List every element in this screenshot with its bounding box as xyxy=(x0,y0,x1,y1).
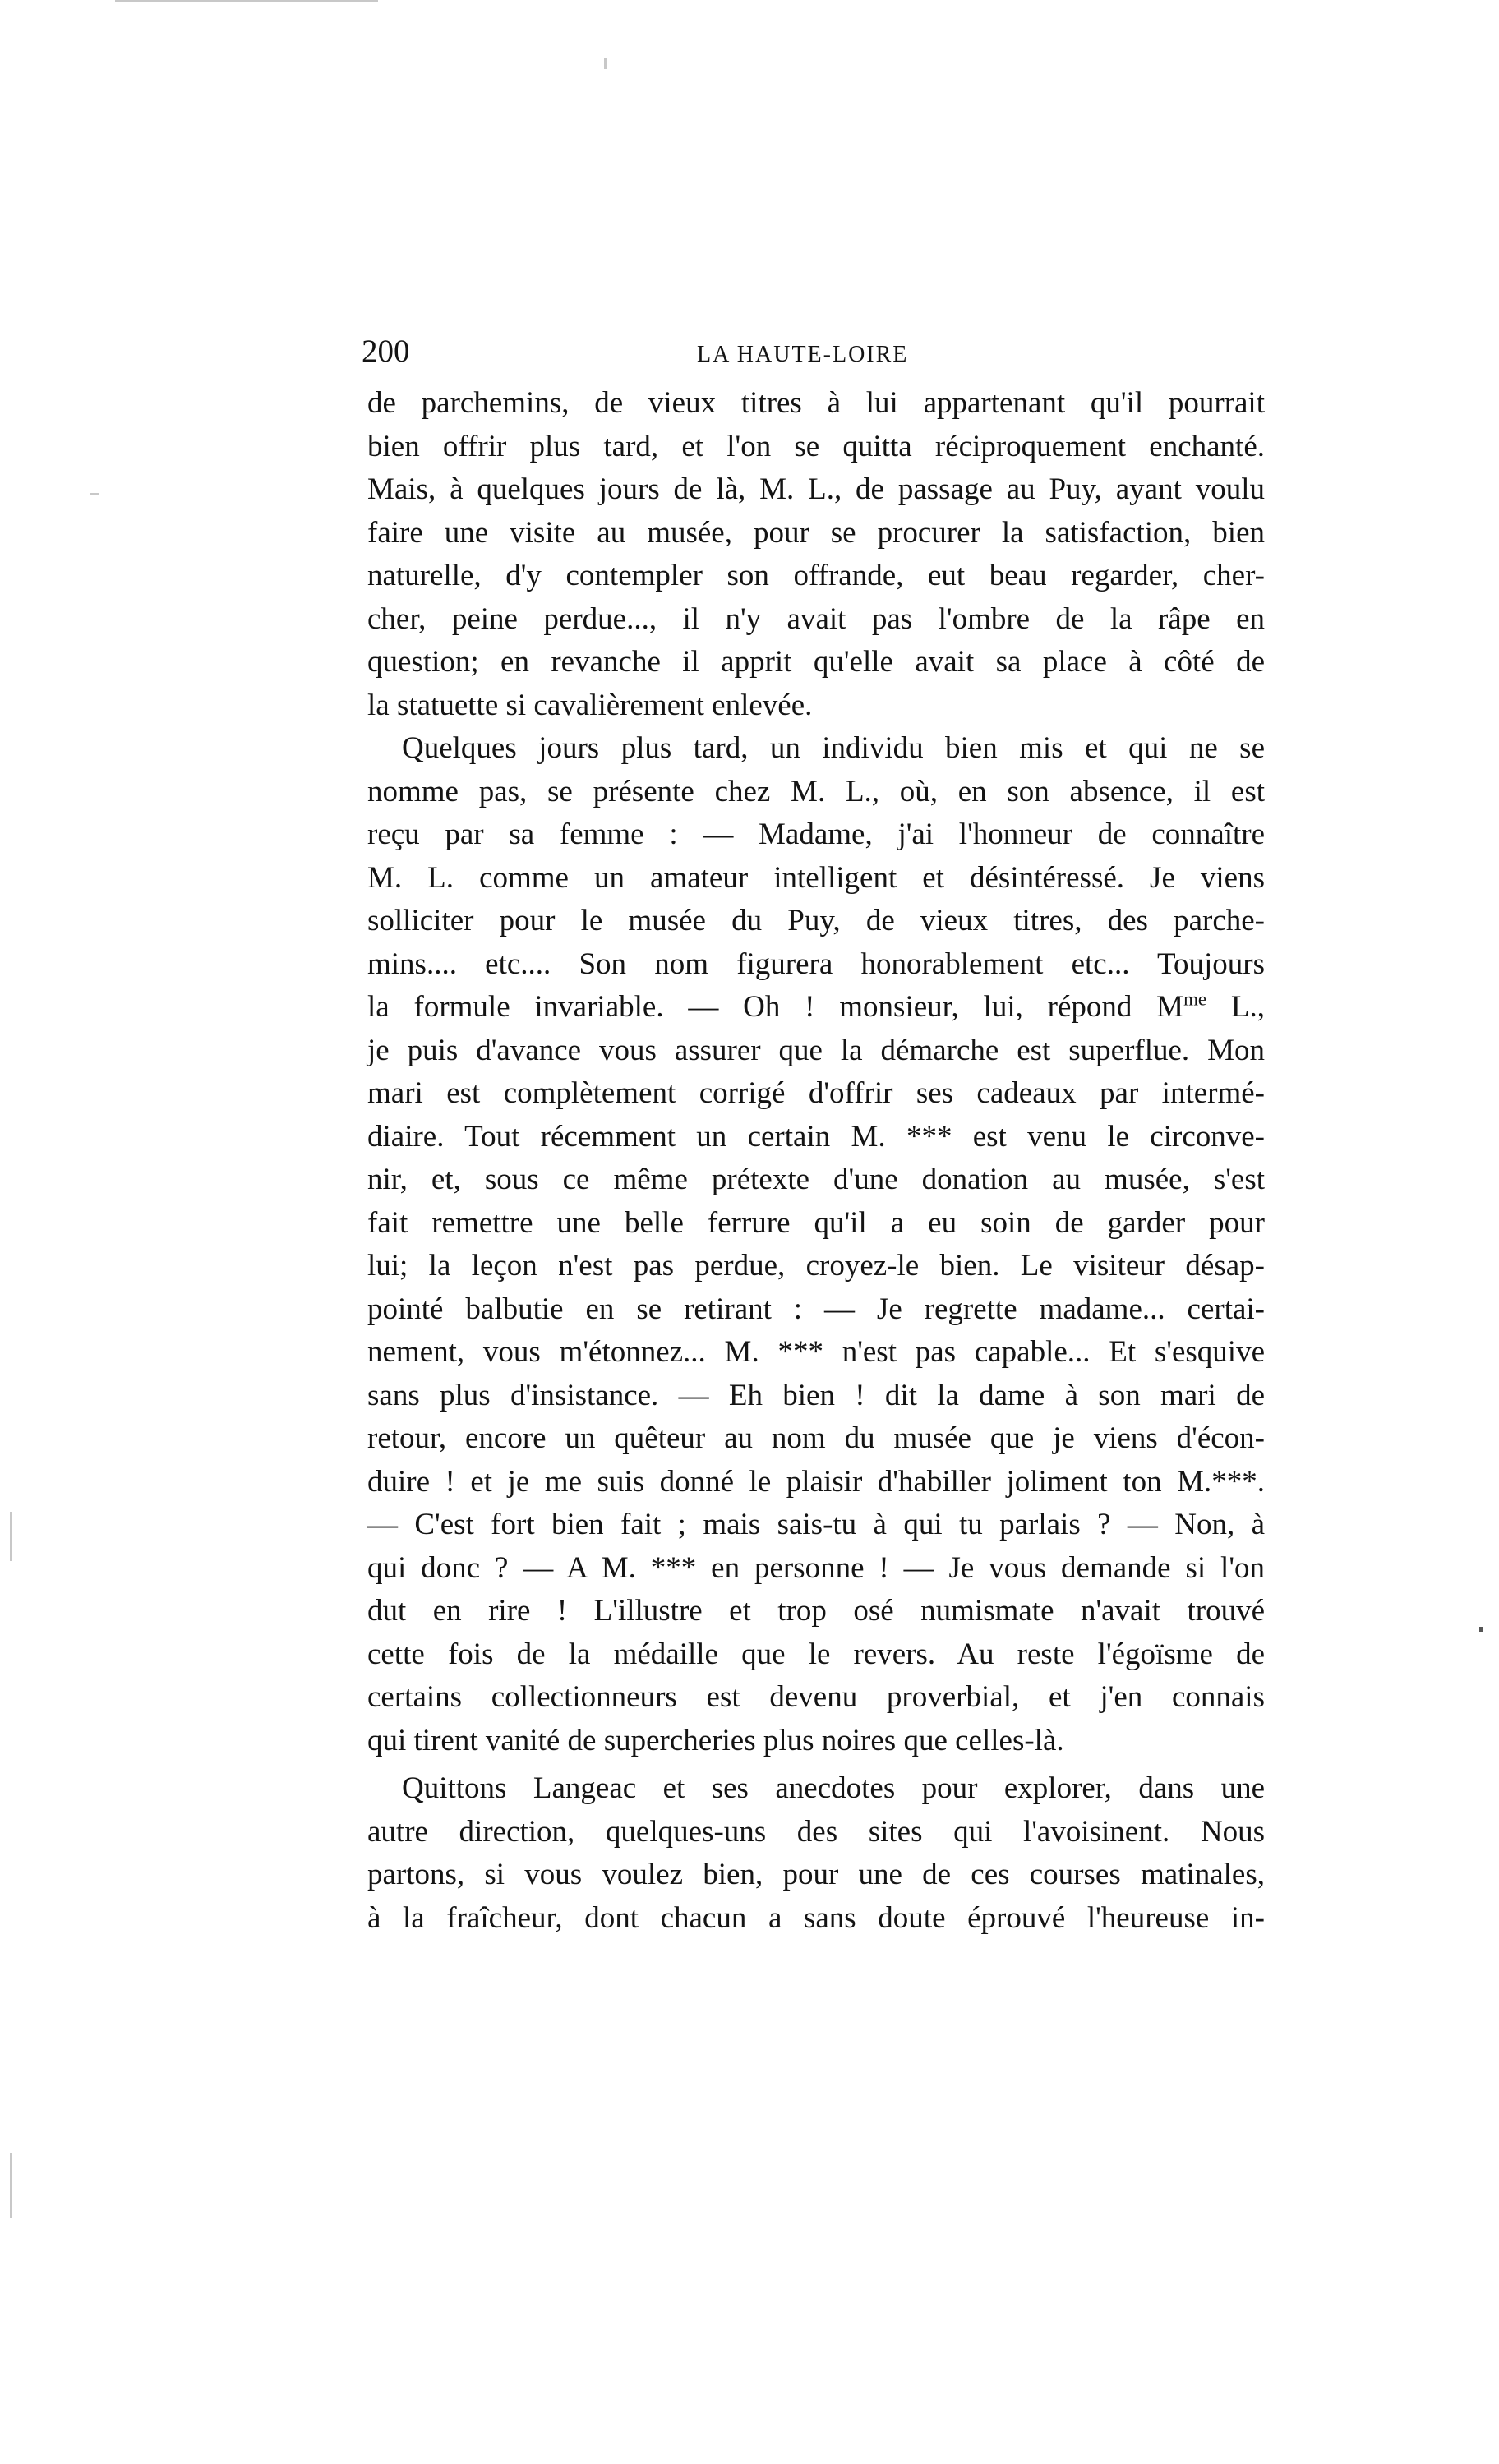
running-title: LA HAUTE-LOIRE xyxy=(697,342,909,367)
text-line: question; en revanche il apprit qu'elle avait sa place à côté de xyxy=(367,645,1265,679)
scan-mark xyxy=(604,58,607,69)
text-line: diaire. Tout récemment un certain M. *** est venu le circonve- xyxy=(367,1119,1265,1154)
scan-mark xyxy=(115,0,378,2)
text-line: dut en rire ! L'illustre et trop osé numismate n'avait trouvé xyxy=(367,1594,1265,1628)
text-line: cette fois de la médaille que le revers. Au reste l'égoïsme de xyxy=(367,1637,1265,1671)
text-line: je puis d'avance vous assurer que la démarche est superflue. Mon xyxy=(367,1033,1265,1067)
text-fragment: la formule invariable. — Oh ! monsieur, lui, répond M xyxy=(367,990,1184,1024)
text-line: faire une visite au musée, pour se procurer la satisfaction, bien xyxy=(367,515,1265,550)
scan-mark xyxy=(10,1512,12,1561)
text-line: Mais, à quelques jours de là, M. L., de passage au Puy, ayant voulu xyxy=(367,472,1265,506)
text-line: bien offrir plus tard, et l'on se quitta réciproquement enchanté. xyxy=(367,429,1265,463)
text-line: mins.... etc.... Son nom figurera honorablement etc... Toujours xyxy=(367,946,1265,981)
text-line: nomme pas, se présente chez M. L., où, en son absence, il est xyxy=(367,774,1265,808)
text-line: — C'est fort bien fait ; mais sais-tu à qui tu parlais ? — Non, à xyxy=(367,1508,1265,1541)
text-line: fait remettre une belle ferrure qu'il a eu soin de garder pour xyxy=(367,1205,1265,1240)
text-line: à la fraîcheur, dont chacun a sans doute éprouvé l'heureuse in- xyxy=(367,1900,1265,1935)
text-line: solliciter pour le musée du Puy, de vieux titres, des parche- xyxy=(367,904,1265,937)
text-line: autre direction, quelques-uns des sites qui l'avoisinent. Nous xyxy=(367,1814,1265,1849)
text-line: reçu par sa femme : — Madame, j'ai l'honneur de connaître xyxy=(367,817,1265,851)
scan-mark xyxy=(10,2153,12,2218)
text-line: qui donc ? — A M. *** en personne ! — Je vous demande si l'on xyxy=(367,1550,1265,1585)
page-number: 200 xyxy=(362,334,410,369)
scan-mark xyxy=(90,493,99,495)
text-line: nir, et, sous ce même prétexte d'une donation au musée, s'est xyxy=(367,1163,1265,1196)
text-line: naturelle, d'y contempler son offrande, eut beau regarder, cher- xyxy=(367,559,1265,592)
text-line: retour, encore un quêteur au nom du musée que je viens d'écon- xyxy=(367,1421,1265,1455)
text-line: qui tirent vanité de supercheries plus noires que celles-là. xyxy=(367,1723,1064,1757)
scan-mark xyxy=(1479,1627,1483,1632)
text-fragment: L., xyxy=(1206,990,1265,1024)
text-line: de parchemins, de vieux titres à lui appartenant qu'il pourrait xyxy=(367,386,1265,420)
text-line-with-superscript xyxy=(367,986,1265,1029)
text-line: mari est complètement corrigé d'offrir ses cadeaux par intermé- xyxy=(367,1076,1265,1110)
text-line: pointé balbutie en se retirant : — Je regrette madame... certai- xyxy=(367,1292,1265,1326)
superscript: me xyxy=(1183,988,1207,1010)
text-line: sans plus d'insistance. — Eh bien ! dit la dame à son mari de xyxy=(367,1378,1265,1412)
text-line: M. L. comme un amateur intelligent et désintéressé. Je viens xyxy=(367,860,1265,895)
text-line: certains collectionneurs est devenu proverbial, et j'en connais xyxy=(367,1680,1265,1714)
body-text xyxy=(367,382,1265,1940)
text-line: partons, si vous voulez bien, pour une de ces courses matinales, xyxy=(367,1858,1265,1891)
page-header xyxy=(362,327,1266,376)
text-line: la statuette si cavalièrement enlevée. xyxy=(367,688,813,722)
text-line: lui; la leçon n'est pas perdue, croyez-le bien. Le visiteur désap- xyxy=(367,1249,1265,1283)
text-line: Quelques jours plus tard, un individu bien mis et qui ne se xyxy=(402,731,1265,765)
text-line: duire ! et je me suis donné le plaisir d'habiller joliment ton M.***. xyxy=(367,1464,1265,1499)
text-line: cher, peine perdue..., il n'y avait pas l'ombre de la râpe en xyxy=(367,601,1265,636)
text-line: Quittons Langeac et ses anecdotes pour explorer, dans une xyxy=(402,1771,1265,1805)
text-line: nement, vous m'étonnez... M. *** n'est pas capable... Et s'esquive xyxy=(367,1335,1265,1369)
